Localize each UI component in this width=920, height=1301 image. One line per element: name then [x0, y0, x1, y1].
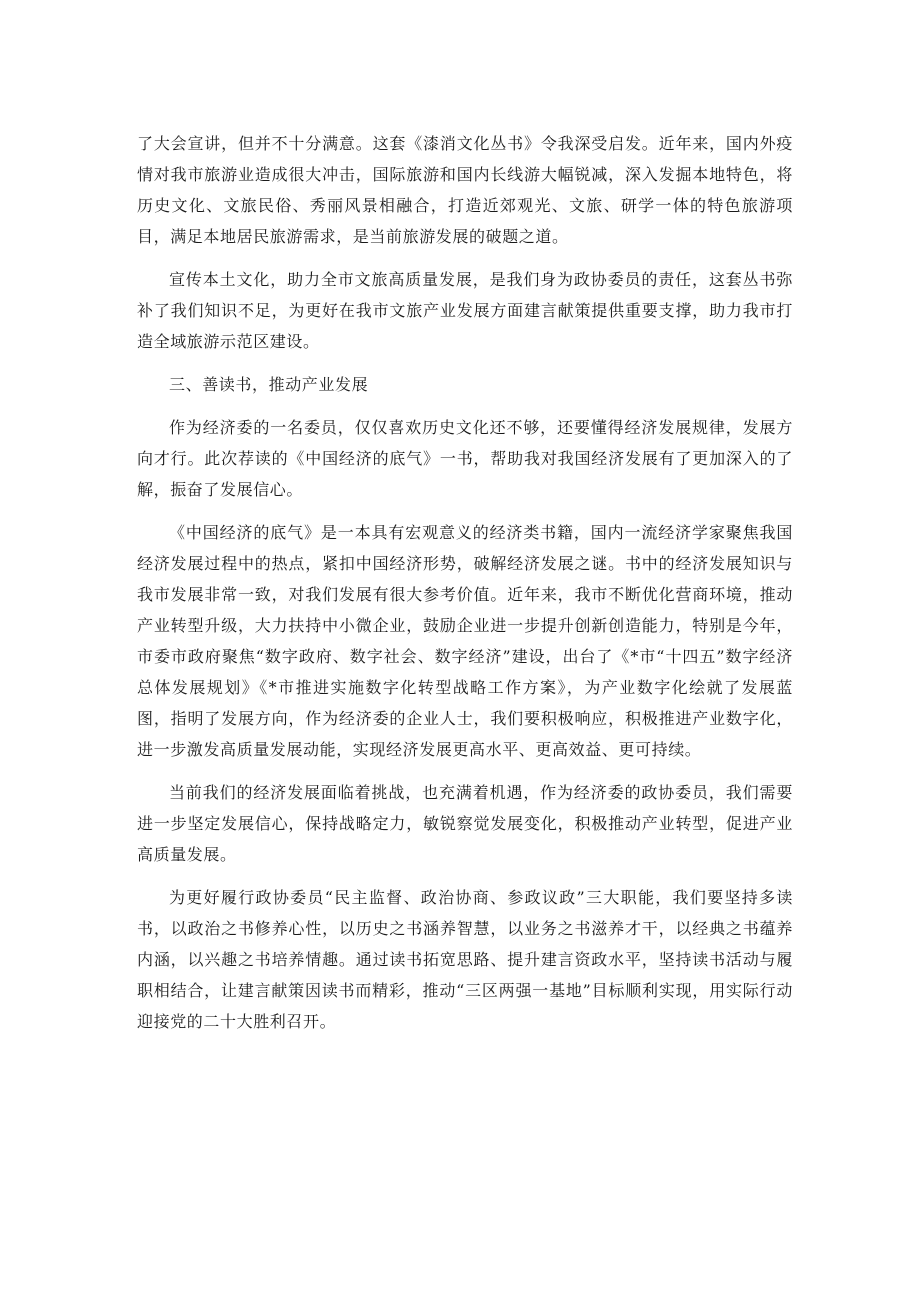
- paragraph-book-review: 《中国经济的底气》是一本具有宏观意义的经济类书籍，国内一流经济学家聚焦我国经济发展过程中的热点，紧扣中国经济形势，破解经济发展之谜。书中的经济发展知识与我市发展非常一致，对我们发展有很大参考价值。近年来，我市不断优化营商环境，推动产业转型升级，大力扶持中小微企业，鼓励企业进一步提升创新创造能力，特别是今年，市委市政府聚焦“数字政府、数字社会、数字经济”建设，出台了《*市“十四五”数字经济总体发展规划》《*市推进实施数字化转型战略工作方案》，为产业数字化绘就了发展蓝图，指明了发展方向，作为经济委的企业人士，我们要积极响应，积极推进产业数字化，进一步激发高质量发展动能，实现经济发展更高水平、更高效益、更可持续。: [137, 523, 793, 759]
- paragraph-economic-committee: 作为经济委的一名委员，仅仅喜欢历史文化还不够，还要懂得经济发展规律，发展方向才行。此次荐读的《中国经济的底气》一书，帮助我对我国经济发展有了更加深入的了解，振奋了发展信心。: [137, 418, 793, 499]
- paragraph-conclusion: 为更好履行政协委员“民主监督、政治协商、参政议政”三大职能，我们要坚持多读书，以政治之书修养心性，以历史之书涵养智慧，以业务之书滋养才干，以经典之书蕴养内涵，以兴趣之书培养情趣。通过读书拓宽思路、提升建言资政水平，坚持读书活动与履职相结合，让建言献策因读书而精彩，推动“三区两强一基地”目标顺利实现，用实际行动迎接党的二十大胜利召开。: [137, 888, 793, 1031]
- paragraph-continued: 了大会宣讲，但并不十分满意。这套《漆消文化丛书》令我深受启发。近年来，国内外疫情对我市旅游业造成很大冲击，国际旅游和国内长线游大幅锐减，深入发掘本地特色，将历史文化、文旅民俗、秀丽风景相融合，打造近郊观光、文旅、研学一体的特色旅游项目，满足本地居民旅游需求，是当前旅游发展的破题之道。: [137, 134, 793, 246]
- paragraph-challenges: 当前我们的经济发展面临着挑战，也充满着机遇，作为经济委的政协委员，我们需要进一步坚定发展信心，保持战略定力，敏锐察觉发展变化，积极推动产业转型，促进产业高质量发展。: [137, 783, 793, 864]
- section-heading-three: 三、善读书，推动产业发展: [169, 375, 369, 394]
- paragraph-local-culture: 宣传本土文化，助力全市文旅高质量发展，是我们身为政协委员的责任，这套丛书弥补了我们知识不足，为更好在我市文旅产业发展方面建言献策提供重要支撑，助力我市打造全域旅游示范区建设。: [137, 270, 793, 351]
- document-body: [137, 128, 793, 1049]
